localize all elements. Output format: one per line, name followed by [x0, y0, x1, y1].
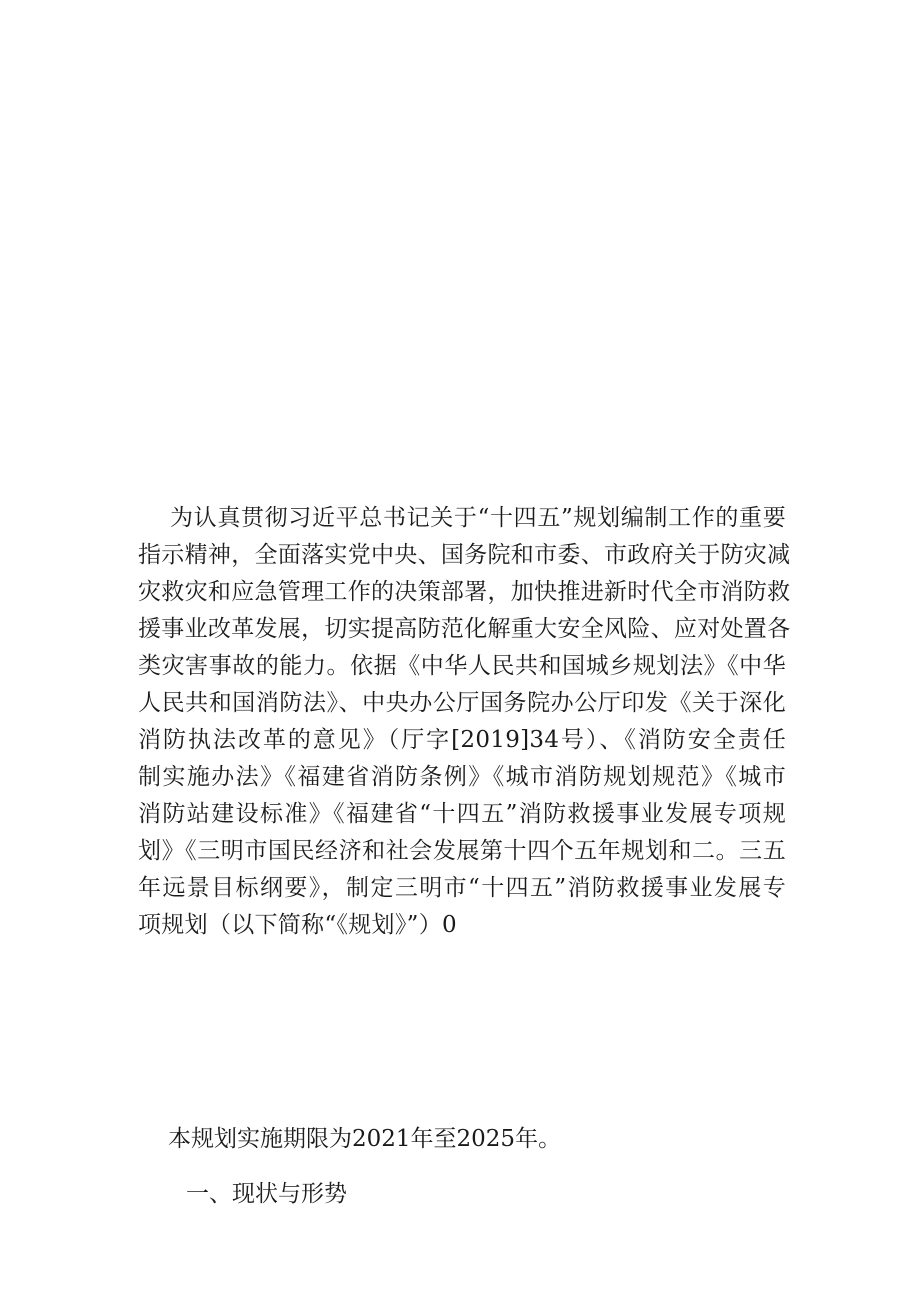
- paragraph-line: 消防执法改革的意见》（厅字[2019]34号）、《消防安全责任: [138, 727, 786, 753]
- paragraph-line: 灾救灾和应急管理工作的决策部署，加快推进新时代全市消防救: [138, 579, 791, 605]
- section-heading: 一、现状与形势: [186, 1181, 347, 1207]
- paragraph-line: 人民共和国消防法》、中央办公厅国务院办公厅印发《关于深化: [138, 690, 786, 716]
- paragraph-line: 消防站建设标准》《福建省“十四五”消防救援事业发展专项规: [138, 801, 786, 827]
- paragraph-line: 项规划（以下简称“《规划》”）0: [138, 912, 457, 938]
- intro-paragraph: [138, 500, 791, 944]
- paragraph-line: 划》《三明市国民经济和社会发展第十四个五年规划和二。三五: [138, 838, 786, 864]
- paragraph-line: 制实施办法》《福建省消防条例》《城市消防规划规范》《城市: [138, 764, 786, 790]
- paragraph-line: 指示精神，全面落实党中央、国务院和市委、市政府关于防灾减: [138, 542, 791, 568]
- paragraph-line: 援事业改革发展，切实提高防范化解重大安全风险、应对处置各: [138, 616, 791, 642]
- implementation-period-paragraph: 本规划实施期限为2021年至2025年。: [168, 1126, 562, 1152]
- paragraph-line: 类灾害事故的能力。依据《中华人民共和国城乡规划法》《中华: [138, 653, 786, 679]
- paragraph-line: 为认真贯彻习近平总书记关于“十四五”规划编制工作的重要: [170, 505, 786, 531]
- paragraph-line: 年远景目标纲要》，制定三明市“十四五”消防救援事业发展专: [138, 875, 786, 901]
